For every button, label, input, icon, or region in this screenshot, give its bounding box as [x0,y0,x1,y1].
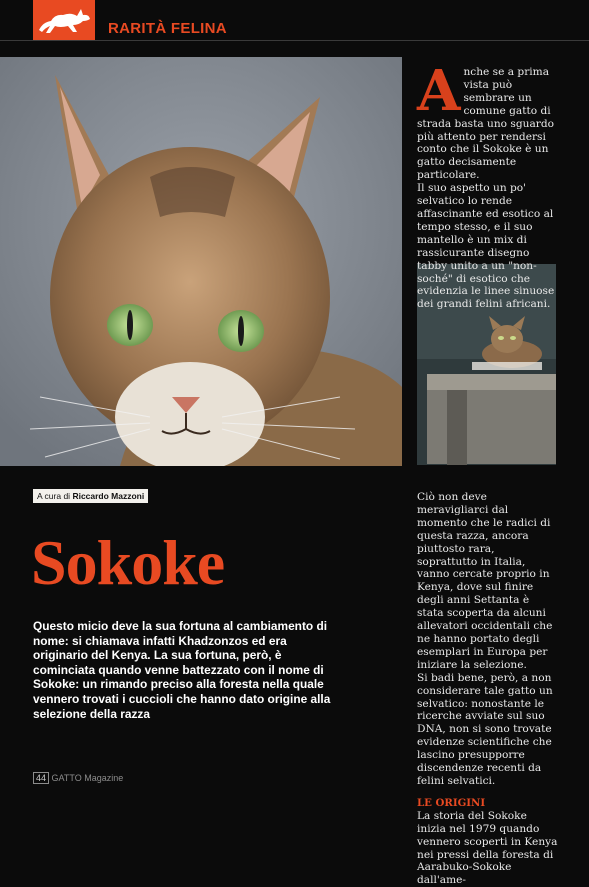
author-credit [33,489,148,503]
lead-paragraph: Questo micio deve la sua fortuna al cambiamento di nome: si chiamava infatti Khadzonzos ed era originario del Kenya. La sua fortuna, però, è cominciata quando venne battezzato con il nome di Sokoke: un rimando preciso alla foresta nella quale vennero trovati i cuccioli che hanno dato origine alla selezione della razza [33,619,331,721]
credit-author: Riccardo Mazzoni [72,491,145,501]
page-footer [33,773,123,783]
header-rule [0,40,589,41]
drop-cap: A [417,58,461,124]
body-paragraph-1: Ciò non deve meravigliarci dal momento che le radici di questa razza, ancora piuttosto rara, soprattutto in Italia, vanno cercate proprio in Kenya, dove sul finire degli anni Settanta è stata scoperta da alcuni allevatori occidentali che ne hanno portato degli esemplari in Europa per iniziare la selezione. [417,491,553,671]
body-paragraph-2: Si badi bene, però, a non considerare tale gatto un selvatico: nonostante le ricerche avviate sul suo DNA, non si sono trovate evidenze scientifiche che lascino presupporre discendenze recenti da felini selvatici. [417,671,553,787]
cat-silhouette-icon [33,0,95,40]
main-cat-photo [0,57,402,466]
credit-prefix: A cura di [37,491,73,501]
body-column [417,491,558,887]
intro-paragraph-2: Il suo aspetto un po' selvatico lo rende affascinante ed esotico al tempo stesso, e il suo mantello è un mix di rassicurante disegno tabby unito a un "non-soché" di esotico che evidenzia le linee sinuose dei grandi felini africani. [417,182,555,311]
page-number: 44 [33,772,49,784]
section-title: RARITÀ FELINA [108,20,227,37]
subheading-origins: LE ORIGINI [417,796,486,809]
magazine-name: GATTO Magazine [51,773,124,783]
intro-column [417,58,558,311]
body-paragraph-3: La storia del Sokoke inizia nel 1979 quando vennero scoperti in Kenya nei pressi della foresta di Aarabuko-Sokoke dall'ame- [417,809,558,887]
intro-paragraph-1: nche se a prima vista può sembrare un comune gatto di strada basta uno sguardo più attento per rendersi conto che il Sokoke è un gatto decisamente particolare. [417,66,554,182]
article-title: Sokoke [31,527,225,598]
